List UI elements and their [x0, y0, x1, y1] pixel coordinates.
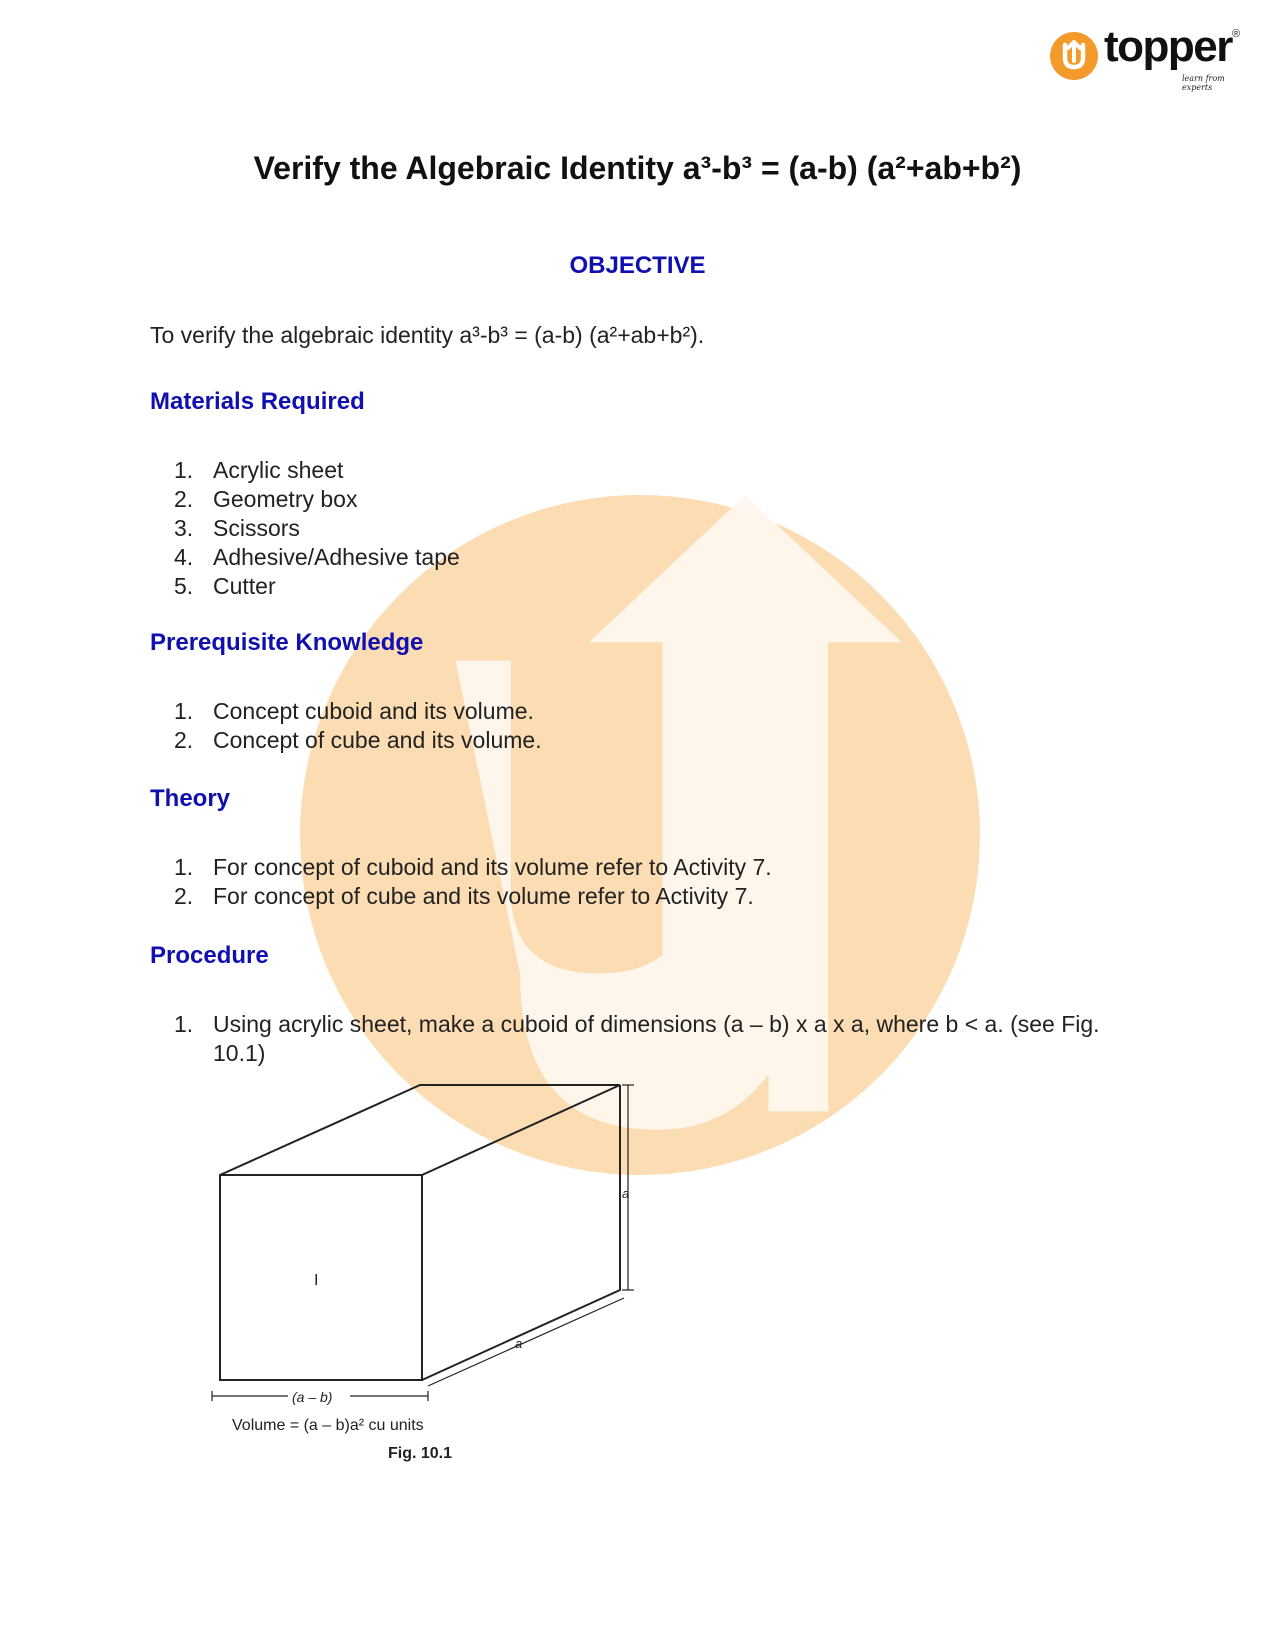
height-label: a: [622, 1186, 630, 1201]
cuboid-figure: [210, 1080, 650, 1470]
page-title: Verify the Algebraic Identity a³-b³ = (a-b) (a²+ab+b²): [253, 150, 1022, 186]
list-item: 2. Geometry box: [174, 486, 358, 512]
objective-heading: OBJECTIVE: [569, 252, 706, 279]
list-item: 1. Acrylic sheet: [174, 457, 344, 483]
theory-heading: Theory: [150, 785, 231, 812]
volume-label: Volume = (a – b)a² cu units: [232, 1417, 424, 1434]
cuboid-front-face: [220, 1175, 422, 1380]
materials-list: [150, 456, 460, 601]
list-item: 1. For concept of cuboid and its volume refer to Activity 7.: [174, 854, 772, 880]
list-item: 3. Scissors: [174, 515, 300, 541]
depth-label: a: [515, 1336, 523, 1351]
list-item: 2. Concept of cube and its volume.: [174, 727, 542, 753]
registered-mark: ®: [1232, 28, 1241, 40]
list-item: 4. Adhesive/Adhesive tape: [174, 544, 460, 570]
objective-text: To verify the algebraic identity a³-b³ = (a-b) (a²+ab+b²).: [150, 322, 705, 348]
logo-text: topper: [1104, 22, 1232, 71]
list-item: 5. Cutter: [174, 573, 276, 599]
materials-heading: Materials Required: [150, 388, 365, 415]
figure-caption: Fig. 10.1: [388, 1445, 453, 1462]
face-label: I: [314, 1272, 319, 1289]
list-item: 1. Concept cuboid and its volume.: [174, 698, 534, 724]
list-item: 2. For concept of cube and its volume refer to Activity 7.: [174, 883, 754, 909]
theory-list: [150, 853, 772, 911]
logo-mark-icon: [1050, 32, 1098, 80]
prerequisite-list: [150, 697, 542, 755]
procedure-heading: Procedure: [150, 942, 269, 969]
logo-tagline: learn from experts: [1182, 74, 1225, 92]
cuboid-top-face: [220, 1085, 620, 1175]
width-label: (a – b): [292, 1389, 333, 1405]
brand-logo: [1050, 22, 1250, 92]
prerequisite-heading: Prerequisite Knowledge: [150, 629, 424, 656]
procedure-list: [150, 1010, 1113, 1068]
list-item: 1. Using acrylic sheet, make a cuboid of dimensions (a – b) x a x a, where b < a. (see Fig. 10.1): [174, 1011, 1100, 1066]
